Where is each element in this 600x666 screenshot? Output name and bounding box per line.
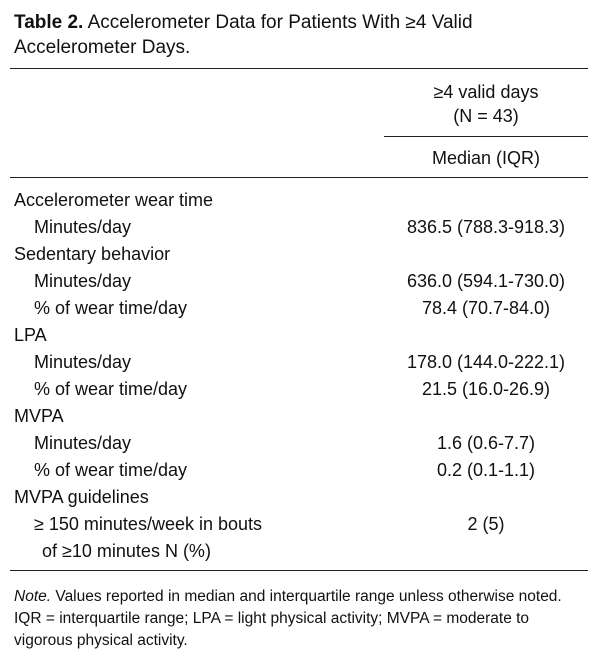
table-row	[0, 403, 600, 430]
row-value: 636.0 (594.1-730.0)	[406, 271, 566, 291]
table-row	[0, 187, 600, 214]
row-value: 178.0 (144.0-222.1)	[406, 352, 566, 372]
table-row	[0, 322, 600, 349]
table-caption-text: Accelerometer Data for Patients With ≥4 Valid Accelerometer Days.	[14, 12, 473, 58]
top-rule	[10, 68, 588, 69]
table-row	[0, 349, 600, 376]
table-row	[0, 484, 600, 511]
header-bottom-rule	[10, 177, 588, 178]
table-note-label: Note.	[14, 588, 52, 605]
table-row	[0, 457, 600, 484]
table-row	[0, 376, 600, 403]
row-group-label: MVPA guidelines	[14, 487, 149, 507]
row-value: 836.5 (788.3-918.3)	[406, 217, 566, 237]
row-group-label: LPA	[14, 325, 47, 345]
table-row	[0, 511, 600, 538]
row-label: Minutes/day	[34, 217, 132, 237]
row-value: 1.6 (0.6-7.7)	[436, 433, 536, 453]
table-caption-label: Table 2.	[14, 12, 84, 33]
row-label: % of wear time/day	[34, 379, 188, 399]
row-value: 0.2 (0.1-1.1)	[436, 460, 536, 480]
row-value: 78.4 (70.7-84.0)	[421, 298, 551, 318]
table-note	[14, 586, 589, 652]
row-group-label: Accelerometer wear time	[14, 190, 214, 210]
column-stat-header: Median (IQR)	[431, 148, 541, 168]
column-group-count: (N = 43)	[453, 106, 519, 126]
column-group-header: ≥4 valid days	[433, 82, 539, 102]
row-label: ≥ 150 minutes/week in bouts	[34, 514, 263, 534]
column-header-rule	[384, 136, 588, 137]
row-group-label: Sedentary behavior	[14, 244, 171, 264]
row-label: Minutes/day	[34, 433, 132, 453]
row-value: 21.5 (16.0-26.9)	[421, 379, 551, 399]
row-group-label: MVPA	[14, 406, 64, 426]
table-row	[0, 295, 600, 322]
row-label: % of wear time/day	[34, 460, 188, 480]
row-label: Minutes/day	[34, 352, 132, 372]
bottom-rule	[10, 570, 588, 571]
row-label: % of wear time/day	[34, 298, 188, 318]
row-value: 2 (5)	[467, 514, 505, 534]
row-label: of ≥10 minutes N (%)	[42, 541, 211, 561]
row-label: Minutes/day	[34, 271, 132, 291]
table-note-text: Values reported in median and interquartile range unless otherwise noted. IQR = interquartile range; LPA = light physical activity; MVPA = moderate to vigorous physical activity.	[14, 588, 562, 649]
table-row	[0, 430, 600, 457]
table-caption	[14, 10, 589, 60]
table-row	[0, 241, 600, 268]
table-row	[0, 214, 600, 241]
table-row	[0, 538, 600, 565]
table-row	[0, 268, 600, 295]
